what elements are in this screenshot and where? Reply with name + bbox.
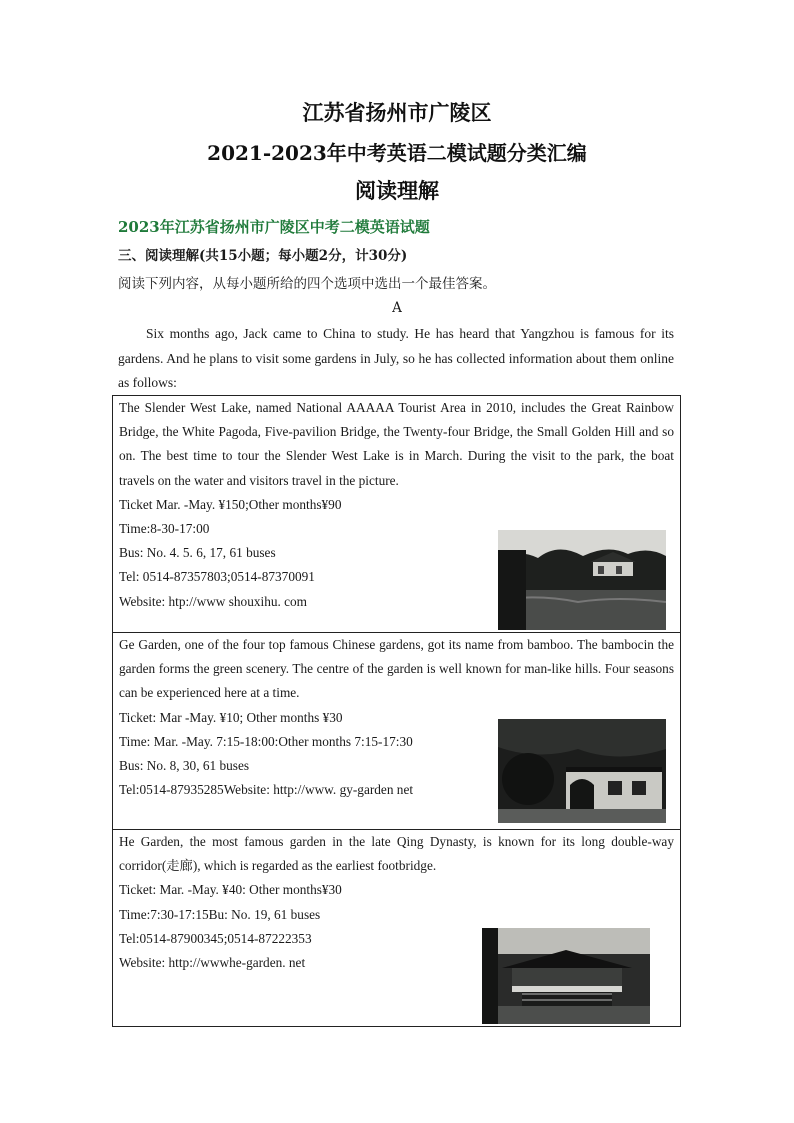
slender-west-lake-photo [498, 530, 666, 630]
garden-time: Time:8-30-17:00 [119, 521, 210, 537]
source-label: 2023年江苏省扬州市广陵区中考二模英语试题 [118, 218, 430, 236]
instruction-text: 阅读下列内容，从每小题所给的四个选项中选出一个最佳答案。 [118, 276, 496, 292]
garden-tel-website: Tel:0514-87935285Website: http://www. gy-garden net [119, 782, 414, 798]
he-garden-photo [482, 928, 650, 1024]
garden-time-bus: Time:7:30-17:15Bu: No. 19, 61 buses [119, 906, 321, 922]
title-line-3: 阅读理解 [355, 178, 439, 203]
garden-cell-ge-garden [113, 632, 680, 829]
garden-cell-he-garden [113, 829, 680, 1026]
title-line-2: 2021-2023年中考英语二模试题分类汇编 [207, 141, 587, 165]
garden-description: Ge Garden, one of the four top famous Chinese gardens, got its name from bamboo. The bambocin the garden forms the green scenery. The centre of the garden is well known for man-like hills. Four seasons can be experienced here at a time. [119, 637, 674, 701]
garden-description: He Garden, the most famous garden in the late Qing Dynasty, is known for its long double-way corridor(走廊), which is regarded as the earliest footbridge. [119, 834, 674, 874]
section-label: 三、阅读理解(共15小题；每小题2分，计30分) [118, 248, 408, 264]
garden-tel: Tel:0514-87900345;0514-87222353 [119, 930, 312, 946]
garden-ticket: Ticket: Mar. -May. ¥40: Other months¥30 [119, 882, 342, 898]
garden-bus: Bus: No. 4. 5. 6, 17, 61 buses [119, 545, 276, 561]
garden-website: Website: htp://www shouxihu. com [119, 593, 308, 609]
garden-ticket: Ticket Mar. -May. ¥150;Other months¥90 [119, 496, 342, 512]
garden-tel: Tel: 0514-87357803;0514-87370091 [119, 569, 315, 585]
garden-time: Time: Mar. -May. 7:15-18:00:Other months 7:15-17:30 [119, 733, 413, 749]
garden-bus: Bus: No. 8, 30, 61 buses [119, 758, 250, 774]
garden-ticket: Ticket: Mar -May. ¥10; Other months ¥30 [119, 709, 343, 725]
title-line-1: 江苏省扬州市广陵区 [302, 100, 492, 125]
ge-garden-photo [498, 719, 666, 823]
intro-text: Six months ago, Jack came to China to study. He has heard that Yangzhou is famous for its gardens. And he plans to visit some gardens in July, so he has collected information about them online as follows: [118, 326, 674, 390]
garden-website: Website: http://wwwhe-garden. net [119, 955, 306, 971]
garden-cell-slender-west-lake [113, 396, 680, 632]
garden-description: The Slender West Lake, named National AAAAA Tourist Area in 2010, includes the Great Rainbow Bridge, the White Pagoda, Five-pavilion Bridge, the Twenty-four Bridge, the Small Golden Hill and so on. The best time to tour the Slender West Lake is in March. During the visit to the park, the boat travels on the water and visitors travel in the picture. [119, 400, 674, 488]
intro-paragraph [118, 322, 674, 396]
passage-letter: A [392, 300, 402, 316]
garden-info-table [112, 395, 681, 1027]
